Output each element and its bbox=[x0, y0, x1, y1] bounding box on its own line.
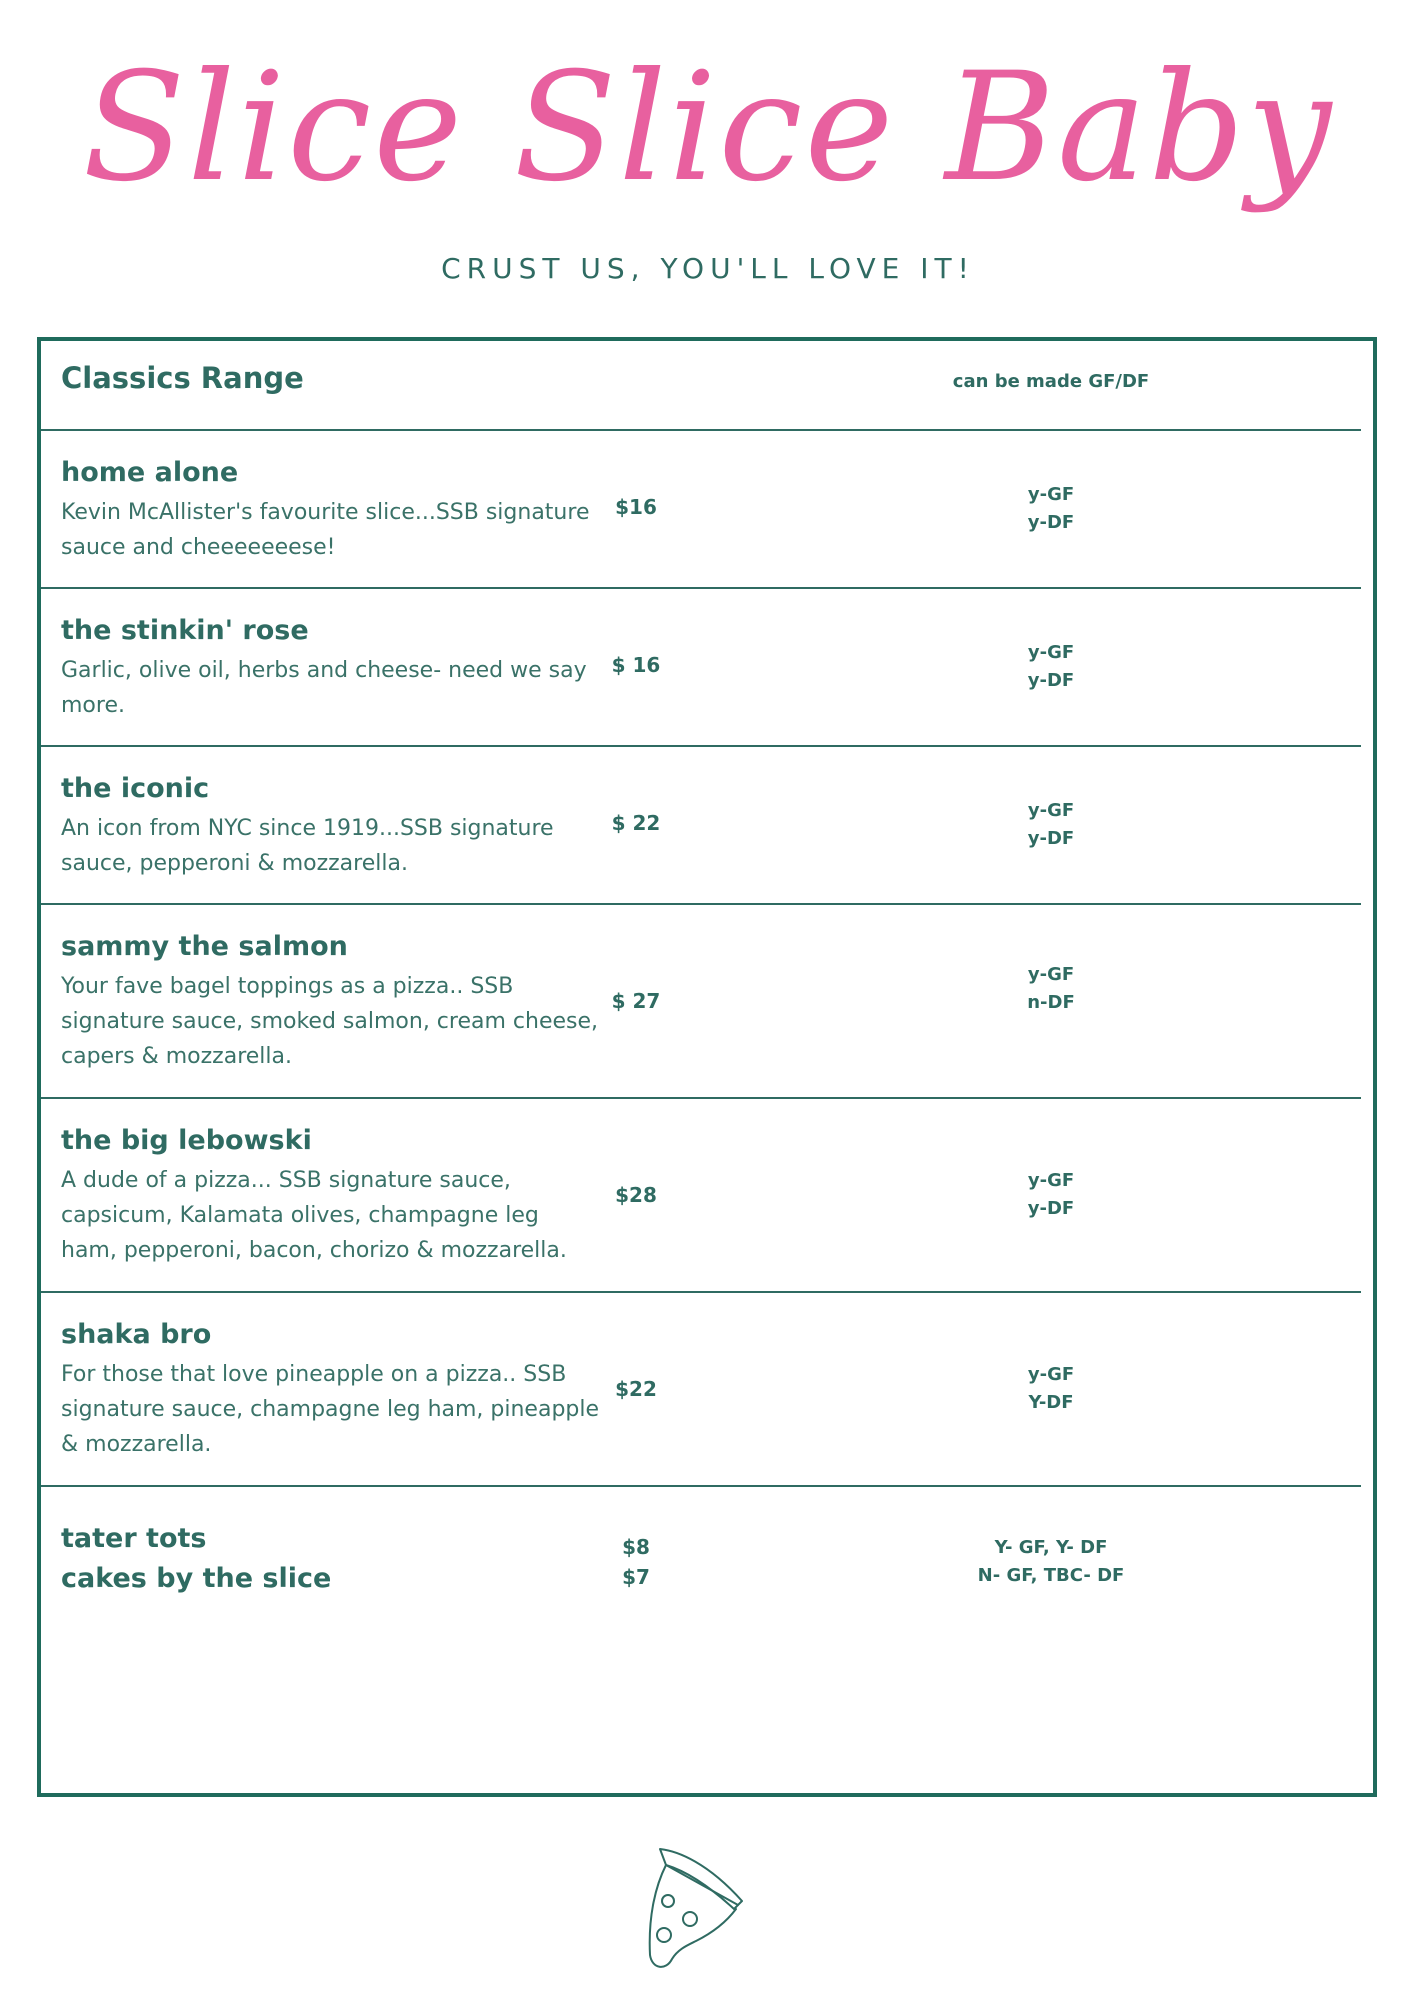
menu-item bbox=[41, 1099, 1361, 1293]
df-status: y-DF bbox=[1027, 512, 1075, 533]
item-price: $ 16 bbox=[611, 653, 661, 677]
item-name: the big lebowski bbox=[61, 1125, 312, 1156]
extra-price: $8 bbox=[622, 1535, 650, 1559]
df-status: y-DF bbox=[1027, 1198, 1075, 1219]
gf-status: y-GF bbox=[1027, 964, 1075, 985]
item-price: $ 22 bbox=[611, 811, 661, 835]
item-diet bbox=[971, 639, 1131, 695]
df-status: n-DF bbox=[1027, 992, 1075, 1013]
item-diet bbox=[971, 797, 1131, 853]
gf-status: y-GF bbox=[1027, 642, 1075, 663]
item-description: An icon from NYC since 1919...SSB signature sauce, pepperoni & mozzarella. bbox=[61, 816, 554, 876]
item-name: the iconic bbox=[61, 773, 210, 804]
extras-section bbox=[41, 1487, 1361, 1627]
item-description: Your fave bagel toppings as a pizza.. SSB signature sauce, smoked salmon, cream cheese, capers & mozzarella. bbox=[61, 974, 599, 1069]
brand-title: Slice Slice Baby bbox=[82, 41, 1334, 215]
item-description: Garlic, olive oil, herbs and cheese- need we say more. bbox=[61, 658, 587, 718]
gf-status: y-GF bbox=[1027, 800, 1075, 821]
item-diet bbox=[971, 1167, 1131, 1223]
range-title: Classics Range bbox=[61, 361, 304, 395]
menu-item bbox=[41, 431, 1361, 589]
item-description: A dude of a pizza... SSB signature sauce, capsicum, Kalamata olives, champagne leg ham, pepperoni, bacon, chorizo & mozzarella. bbox=[61, 1168, 567, 1263]
gf-status: y-GF bbox=[1027, 1170, 1075, 1191]
item-price: $28 bbox=[615, 1183, 657, 1207]
df-status: y-DF bbox=[1027, 828, 1075, 849]
df-status: Y-DF bbox=[1028, 1392, 1074, 1413]
item-diet bbox=[971, 1361, 1131, 1417]
gf-status: y-GF bbox=[1027, 484, 1075, 505]
menu-item bbox=[41, 589, 1361, 747]
menu-header-row bbox=[41, 341, 1361, 431]
pizza-slice-icon bbox=[638, 1845, 758, 1975]
gf-df-header: can be made GF/DF bbox=[952, 371, 1150, 392]
extra-name: cakes by the slice bbox=[61, 1563, 332, 1594]
menu-item bbox=[41, 1293, 1361, 1487]
item-name: home alone bbox=[61, 457, 239, 488]
menu-item bbox=[41, 905, 1361, 1099]
extra-price: $7 bbox=[622, 1565, 650, 1589]
tagline: CRUST US, YOU'LL LOVE IT! bbox=[441, 252, 975, 285]
item-price: $ 27 bbox=[611, 989, 661, 1013]
item-price: $16 bbox=[615, 495, 657, 519]
item-name: shaka bro bbox=[61, 1319, 212, 1350]
item-description: Kevin McAllister's favourite slice...SSB signature sauce and cheeeeeeese! bbox=[61, 500, 590, 560]
item-name: sammy the salmon bbox=[61, 931, 348, 962]
gf-status: y-GF bbox=[1027, 1364, 1075, 1385]
extra-diet: Y- GF, Y- DF bbox=[994, 1537, 1108, 1558]
item-name: the stinkin' rose bbox=[61, 615, 309, 646]
item-diet bbox=[971, 481, 1131, 537]
extra-diet: N- GF, TBC- DF bbox=[977, 1565, 1125, 1586]
item-diet bbox=[971, 961, 1131, 1017]
item-price: $22 bbox=[615, 1377, 657, 1401]
df-status: y-DF bbox=[1027, 670, 1075, 691]
extra-name: tater tots bbox=[61, 1523, 207, 1554]
item-description: For those that love pineapple on a pizza.. SSB signature sauce, champagne leg ham, pineapple & mozzarella. bbox=[61, 1362, 600, 1457]
menu-item bbox=[41, 747, 1361, 905]
menu-box bbox=[37, 337, 1377, 1797]
